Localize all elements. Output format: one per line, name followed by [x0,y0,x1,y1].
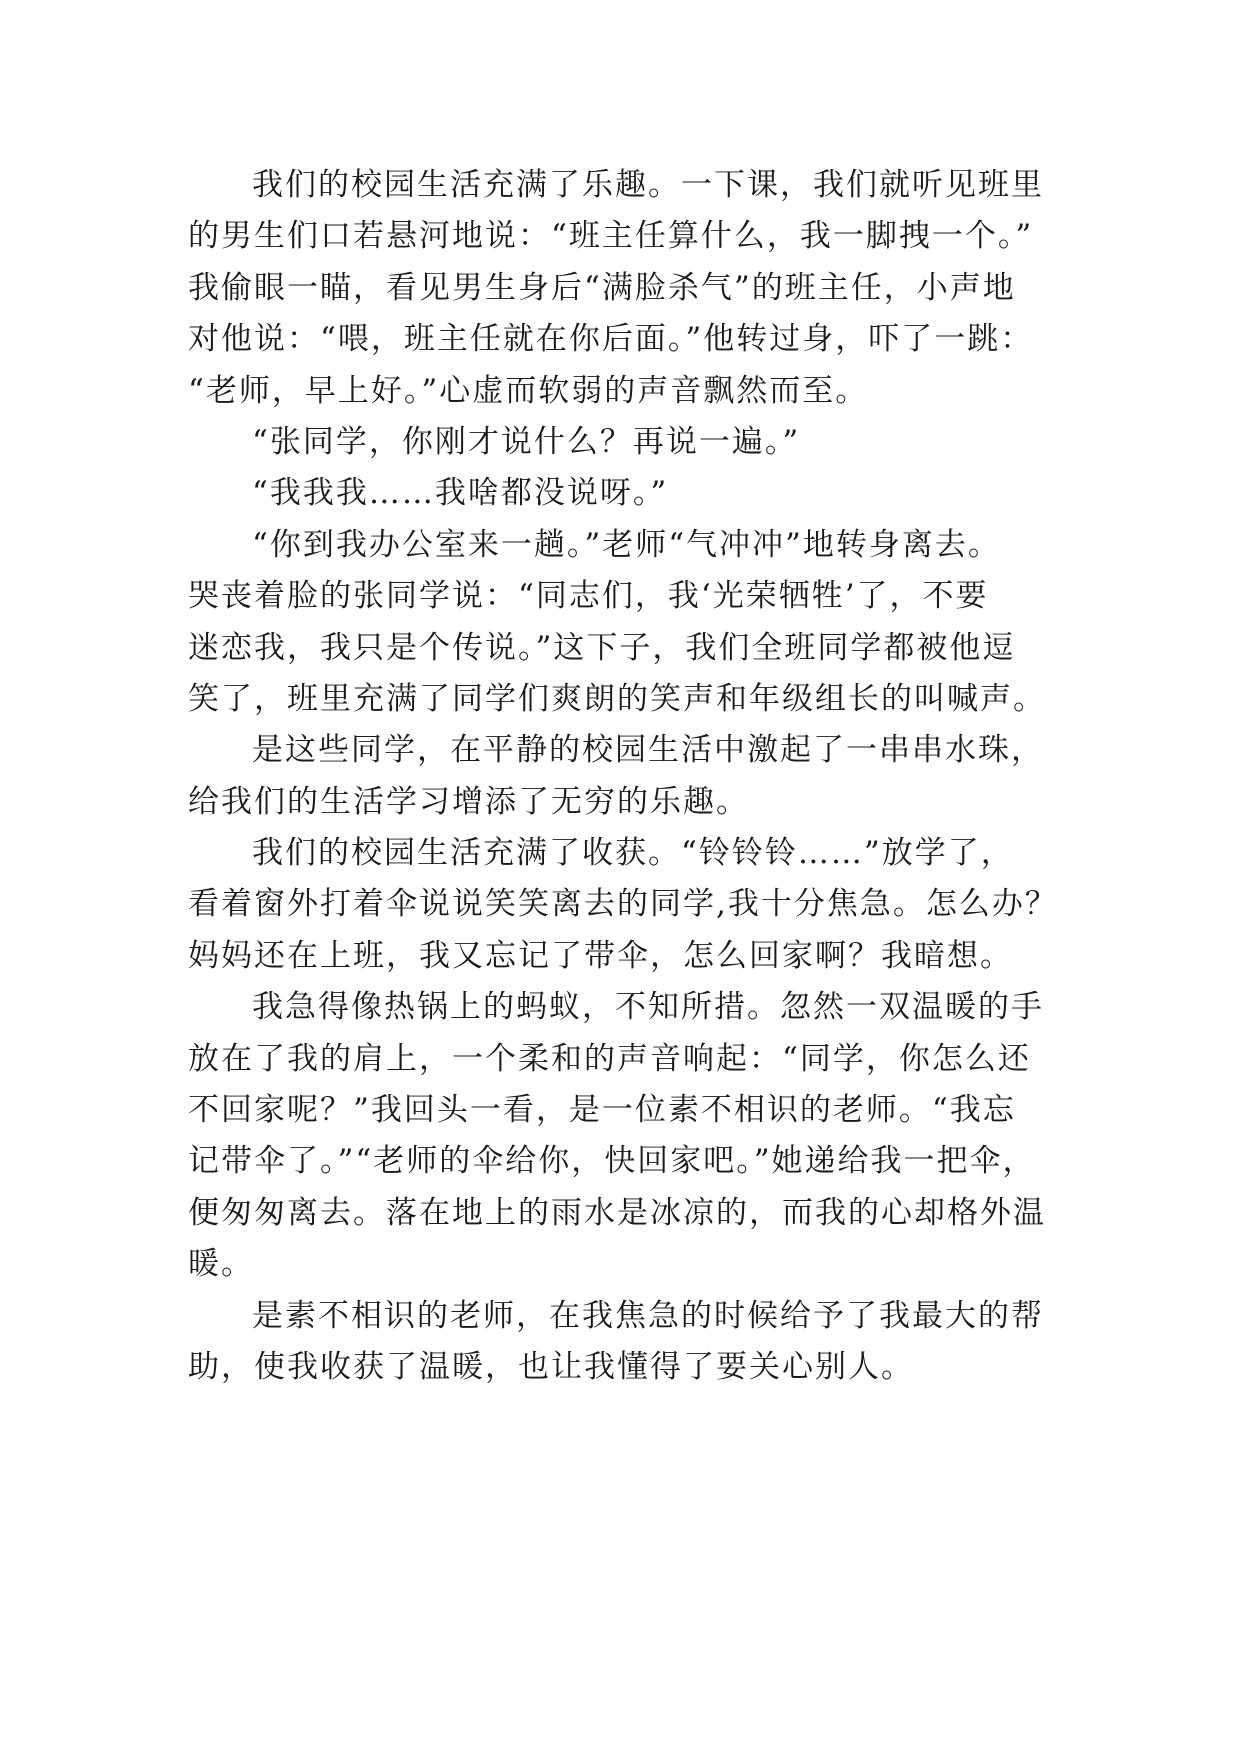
text-line: 放在了我的肩上，一个柔和的声音响起：“同学，你怎么还 [188,1040,1031,1077]
text-line: 我们的校园生活充满了收获。“铃铃铃……”放学了， [252,835,1014,872]
text-line: 不回家呢？”我回头一看，是一位素不相识的老师。“我忘 [188,1092,1016,1129]
text-line: 笑了，班里充满了同学们爽朗的笑声和年级组长的叫喊声。 [188,680,1046,717]
essay-body [188,160,1068,1393]
text-line: 给我们的生活学习增添了无穷的乐趣。 [188,783,749,820]
text-line: 哭丧着脸的张同学说：“同志们，我‘光荣牺牲’了，不要 [188,578,989,615]
text-line: “我我我……我啥都没说呀。” [252,475,669,512]
text-line: 便匆匆离去。落在地上的雨水是冰凉的，而我的心却格外温 [188,1194,1046,1231]
text-line: 是这些同学，在平静的校园生活中激起了一串串水珠， [252,732,1044,769]
text-line: 我们的校园生活充满了乐趣。一下课，我们就听见班里 [252,167,1044,203]
text-line: 助，使我收获了温暖，也让我懂得了要关心别人。 [188,1348,914,1385]
text-line: 记带伞了。”“老师的伞给你，快回家吧。”她递给我一把伞， [188,1143,1036,1180]
text-line: 看着窗外打着伞说说笑笑离去的同学,我十分焦急。怎么办？ [188,886,1058,923]
text-line: 对他说：“喂，班主任就在你后面。”他转过身，吓了一跳： [188,321,1034,358]
text-line: “老师，早上好。”心虚而软弱的声音飘然而至。 [188,372,869,409]
text-line: 妈妈还在上班，我又忘记了带伞，怎么回家啊？我暗想。 [188,937,1013,974]
text-line: 我急得像热锅上的蚂蚁，不知所措。忽然一双温暖的手 [252,989,1044,1026]
text-line: “张同学，你刚才说什么？再说一遍。” [252,423,801,460]
text-line: 我偷眼一瞄，看见男生身后“满脸杀气”的班主任，小声地 [188,269,1016,306]
text-line: 暖。 [188,1246,254,1283]
text-line: 的男生们口若悬河地说：“班主任算什么，我一脚拽一个。” [188,218,1034,255]
text-line: 是素不相识的老师，在我焦急的时候给予了我最大的帮 [252,1297,1044,1334]
text-line: “你到我办公室来一趟。”老师“气冲冲”地转身离去。 [252,526,1001,563]
text-line: 迷恋我，我只是个传说。”这下子，我们全班同学都被他逗 [188,629,1016,666]
